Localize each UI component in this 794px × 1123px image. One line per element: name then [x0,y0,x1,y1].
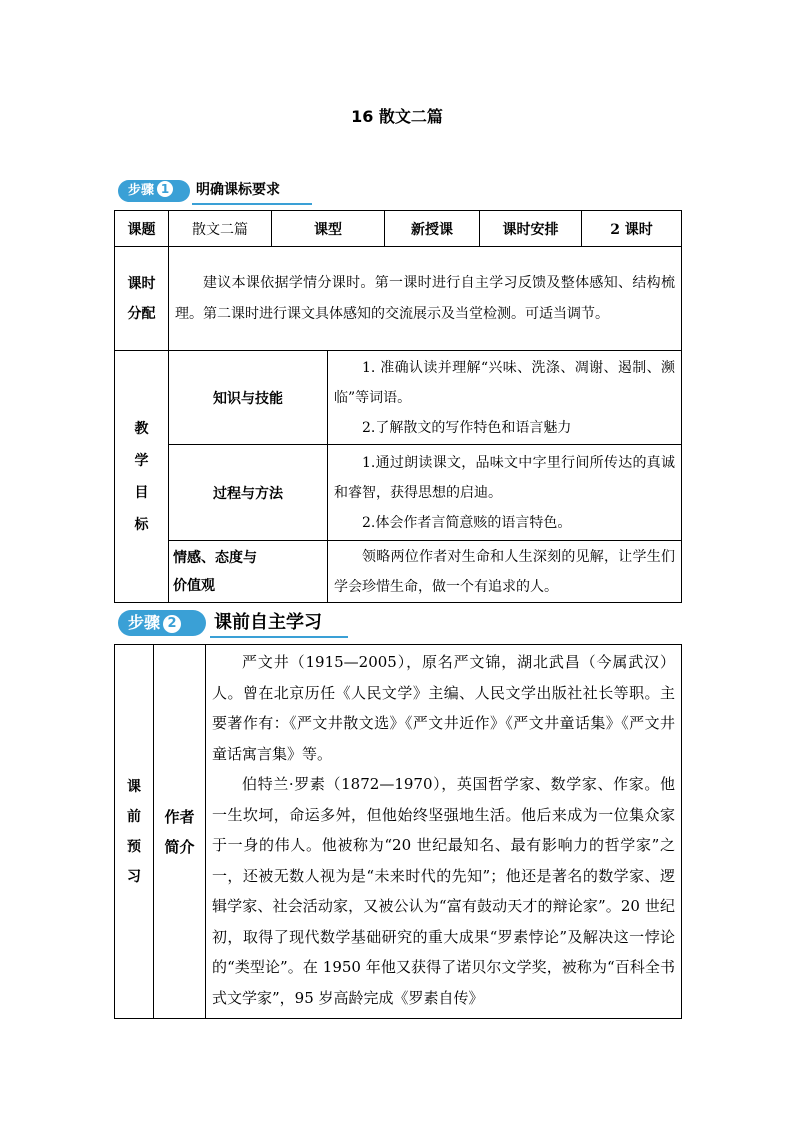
preview-char-3: 预 [127,838,141,855]
step1-underline [192,203,312,205]
process-line2: 2.体会作者言简意赅的语言特色。 [362,514,572,531]
header-topic-label: 课题 [115,211,169,247]
preview-char-1: 课 [127,778,141,795]
step2-badge-text: 步骤 [128,613,161,632]
header-schedule-label: 课时安排 [480,211,582,247]
step2-label: 课前自主学习 [214,612,322,633]
allocation-text-cell [169,247,682,351]
objectives-char-4: 标 [134,516,149,533]
emotion-label-line2: 价值观 [173,577,215,594]
header-schedule-value: 2 课时 [582,211,682,247]
knowledge-cell [328,351,682,445]
objectives-char-2: 学 [134,452,149,469]
header-type-value: 新授课 [385,211,480,247]
author-intro-text-cell [206,645,682,1019]
knowledge-line1: 1. 准确认读并理解“兴味、洗涤、凋谢、遏制、濒临”等词语。 [334,359,675,406]
step1-number-icon: 1 [157,181,173,197]
step1-badge-text: 步骤 [128,183,155,198]
knowledge-label: 知识与技能 [169,351,328,445]
process-label: 过程与方法 [169,445,328,541]
objectives-char-3: 目 [134,484,149,501]
process-line1: 1.通过朗读课文，品味文中字里行间所传达的真诚和睿智，获得思想的启迪。 [334,454,675,501]
emotion-label-line1: 情感、态度与 [173,549,257,566]
author-intro-label [154,645,206,1019]
allocation-label-line2: 分配 [127,305,156,322]
step2-badge [118,610,206,636]
allocation-label-line1: 课时 [127,275,156,292]
process-cell [328,445,682,541]
preview-label [115,645,154,1019]
author-yan-wenjing: 严文井（1915—2005），原名严文锦，湖北武昌（今属武汉）人。曾在北京历任《人民文学》主编、人民文学出版社社长等职。主要著作有：《严文井散文选》《严文井近作》《严文井童话集》《严文井童话寓言集》等。 [212,653,675,763]
objectives-label [115,351,169,603]
knowledge-line2: 2.了解散文的写作特色和语言魅力 [362,419,572,436]
step1-badge [118,180,190,202]
author-intro-line1: 作者 [164,807,195,826]
step2-header [118,610,358,638]
allocation-text: 建议本课依据学情分课时。第一课时进行自主学习反馈及整体感知、结构梳理。第二课时进行课文具体感知的交流展示及当堂检测。可适当调节。 [175,274,675,322]
preview-char-4: 习 [127,868,141,885]
step1-header [118,180,318,204]
objectives-char-1: 教 [134,420,149,437]
author-bertrand-russell: 伯特兰·罗素（1872—1970），英国哲学家、数学家、作家。他一生坎坷，命运多舛，但他始终坚强地生活。他后来成为一位集众家于一身的伟人。他被称为“20 世纪最知名、最有影响力的哲学家”之一，还被无数人视为是“未来时代的先知”；他还是著名的数学家、逻辑学家、社会活动家，又被公认为“富有鼓动天才的辩论家”。20 世纪初，取得了现代数学基础研究的重大成果“罗素悖论”及解决这一悖论的“类型论”。在 1950 年他又获得了诺贝尔文学奖，被称为“百科全书式文学家”，95 岁高龄完成《罗素自传》 [212,775,675,1007]
author-intro-line2: 简介 [164,837,195,856]
lesson-plan-table [114,210,682,603]
preview-char-2: 前 [127,808,141,825]
step1-label: 明确课标要求 [196,182,280,198]
emotion-label [169,541,328,603]
step2-underline [210,636,348,638]
page-title: 16 散文二篇 [351,107,443,126]
header-topic-value: 散文二篇 [169,211,272,247]
preview-table [114,644,682,1019]
step2-number-icon: 2 [163,615,181,633]
header-type-label: 课型 [272,211,385,247]
emotion-text: 领略两位作者对生命和人生深刻的见解，让学生们学会珍惜生命，做一个有追求的人。 [334,548,675,595]
emotion-cell [328,541,682,603]
allocation-label [115,247,169,351]
